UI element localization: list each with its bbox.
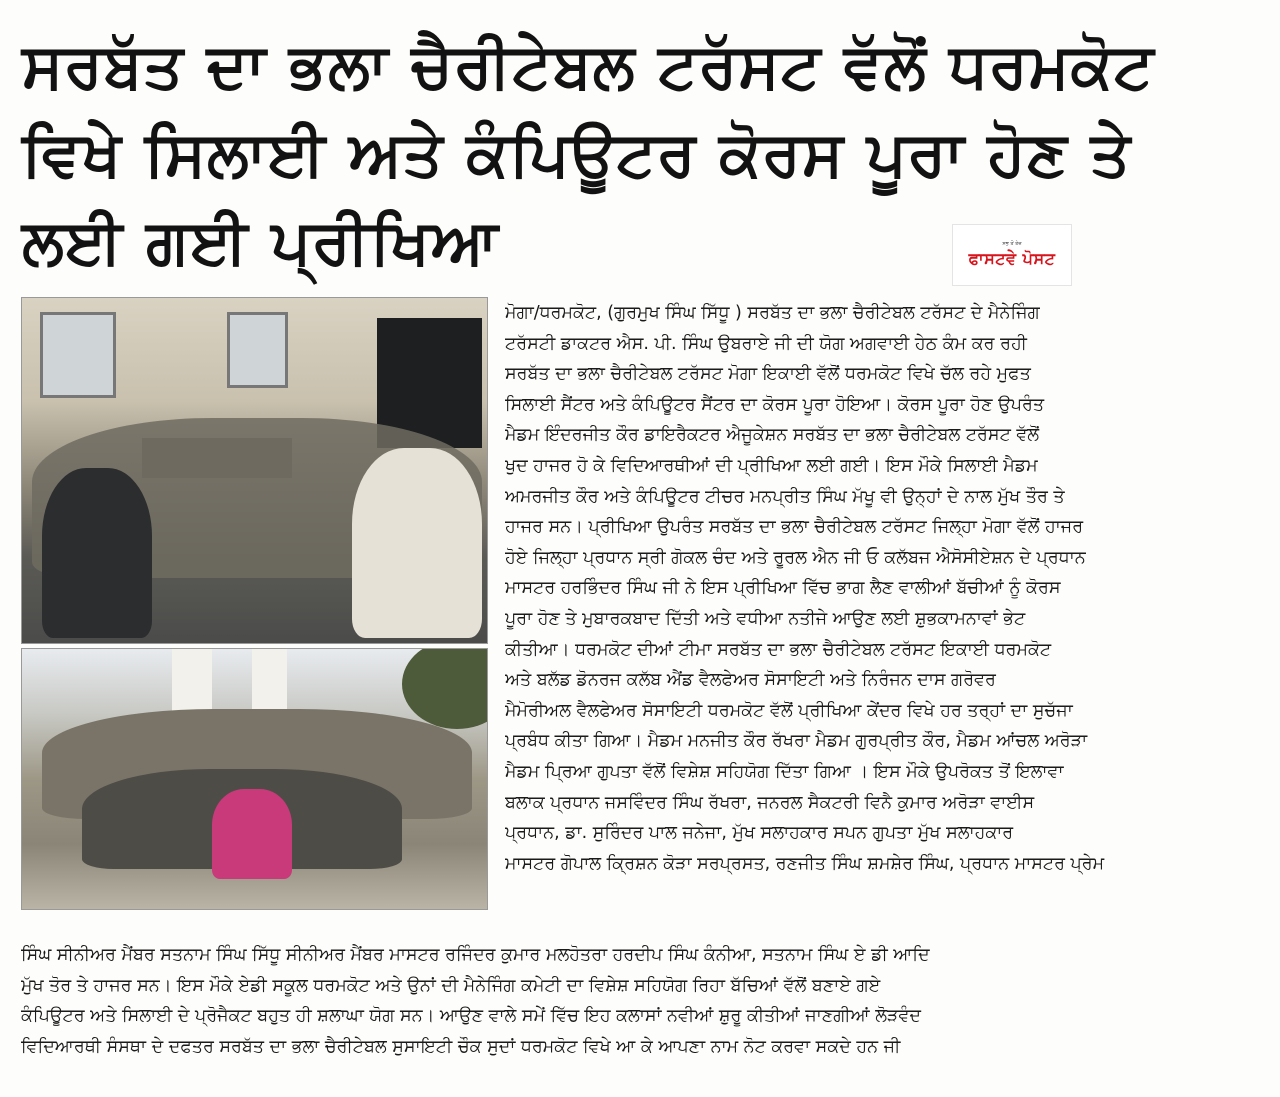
- article-line: ਸਿਲਾਈ ਸੈਂਟਰ ਅਤੇ ਕੰਪਿਊਟਰ ਸੈਂਟਰ ਦਾ ਕੋਰਸ ਪੂਰਾ ਹੋਇਆ। ਕੋਰਸ ਪੂਰਾ ਹੋਣ ਉਪਰੰਤ: [505, 394, 1045, 415]
- article-line: ਹਾਜਰ ਸਨ। ਪ੍ਰੀਖਿਆ ਉਪਰੰਤ ਸਰਬੱਤ ਦਾ ਭਲਾ ਚੈਰੀਟੇਬਲ ਟਰੱਸਟ ਜਿਲ੍ਹਾ ਮੋਗਾ ਵੱਲੋਂ ਹਾਜਰ: [505, 517, 1084, 538]
- article-line: ਖੁਦ ਹਾਜਰ ਹੋ ਕੇ ਵਿਦਿਆਰਥੀਆਂ ਦੀ ਪ੍ਰੀਖਿਆ ਲਈ ਗਈ। ਇਸ ਮੌਕੇ ਸਿਲਾਈ ਮੈਡਮ: [505, 455, 1038, 476]
- article-column: [505, 298, 1275, 879]
- headline-line: ਸਰਬੱਤ ਦਾ ਭਲਾ ਚੈਰੀਟੇਬਲ ਟਰੱਸਟ ਵੱਲੋਂ ਧਰਮਕੋਟ: [22, 29, 1155, 102]
- group-photo-outdoor: [21, 648, 488, 910]
- window-shape: [40, 312, 116, 398]
- article-line: ਮੈਡਮ ਇੰਦਰਜੀਤ ਕੌਰ ਡਾਇਰੈਕਟਰ ਐਜੂਕੇਸ਼ਨ ਸਰਬੱਤ ਦਾ ਭਲਾ ਚੈਰੀਟੇਬਲ ਟਰੱਸਟ ਵੱਲੋਂ: [505, 425, 1040, 446]
- people-shape: [352, 448, 482, 638]
- article-line: ਵਿਦਿਆਰਥੀ ਸੰਸਥਾ ਦੇ ਦਫਤਰ ਸਰਬੱਤ ਦਾ ਭਲਾ ਚੈਰੀਟੇਬਲ ਸੁਸਾਇਟੀ ਚੌਕ ਸੁਦਾਂ ਧਰਮਕੋਟ ਵਿਖੇ ਆ ਕੇ ਆਪਣਾ ਨਾਮ ਨੋਟ ਕਰਵਾ ਸਕਦੇ ਹਨ ਜੀ: [21, 1036, 901, 1057]
- article-full-width: [21, 940, 1271, 1062]
- article-line: ਮੁੱਖ ਤੋਰ ਤੇ ਹਾਜਰ ਸਨ। ਇਸ ਮੌਕੇ ਏਡੀ ਸਕੂਲ ਧਰਮਕੋਟ ਅਤੇ ਉਨਾਂ ਦੀ ਮੈਨੇਜਿੰਗ ਕਮੇਟੀ ਦਾ ਵਿਸ਼ੇਸ਼ ਸਹਿਯੋਗ ਰਿਹਾ ਬੱਚਿਆਂ ਵੱਲੋਂ ਬਣਾਏ ਗਏ: [21, 975, 881, 996]
- people-shape: [212, 789, 292, 879]
- article-line: ਮੈਮੋਰੀਅਲ ਵੈਲਫੇਅਰ ਸੋਸਾਇਟੀ ਧਰਮਕੋਟ ਵੱਲੋਂ ਪ੍ਰੀਖਿਆ ਕੇਂਦਰ ਵਿਖੇ ਹਰ ਤਰ੍ਹਾਂ ਦਾ ਸੁਚੱਜਾ: [505, 700, 1073, 721]
- headline: [22, 22, 1262, 286]
- article-line: ਮੈਡਮ ਪ੍ਰਿਆ ਗੁਪਤਾ ਵੱਲੋਂ ਵਿਸ਼ੇਸ਼ ਸਹਿਯੋਗ ਦਿੱਤਾ ਗਿਆ । ਇਸ ਮੌਕੇ ਉਪਰੋਕਤ ਤੋਂ ਇਲਾਵਾ: [505, 761, 1064, 782]
- logo-tagline: ਸਭ ਤੋਂ ਤੇਜ਼: [1002, 241, 1022, 247]
- article-line: ਮਾਸਟਰ ਗੋਪਾਲ ਕ੍ਰਿਸ਼ਨ ਕੋੜਾ ਸਰਪ੍ਰਸਤ, ਰਣਜੀਤ ਸਿੰਘ ਸ਼ਮਸ਼ੇਰ ਸਿੰਘ, ਪ੍ਰਧਾਨ ਮਾਸਟਰ ਪ੍ਰੇਮ: [505, 853, 1105, 874]
- headline-line: ਵਿਖੇ ਸਿਲਾਈ ਅਤੇ ਕੰਪਿਊਟਰ ਕੋਰਸ ਪੂਰਾ ਹੋਣ ਤੇ: [22, 117, 1132, 190]
- window-shape: [227, 312, 288, 388]
- people-shape: [42, 468, 152, 638]
- article-line: ਪੂਰਾ ਹੋਣ ਤੇ ਮੁਬਾਰਕਬਾਦ ਦਿੱਤੀ ਅਤੇ ਵਧੀਆ ਨਤੀਜੇ ਆਉਣ ਲਈ ਸ਼ੁਭਕਾਮਨਾਵਾਂ ਭੇਟ: [505, 608, 1026, 629]
- article-line: ਸਿੰਘ ਸੀਨੀਅਰ ਮੈਂਬਰ ਸਤਨਾਮ ਸਿੰਘ ਸਿੱਧੂ ਸੀਨੀਅਰ ਮੈਂਬਰ ਮਾਸਟਰ ਰਜਿੰਦਰ ਕੁਮਾਰ ਮਲਹੋਤਰਾ ਹਰਦੀਪ ਸਿੰਘ ਕੰਨੀਆ, ਸਤਨਾਮ ਸਿੰਘ ਏ ਡੀ ਆਦਿ: [21, 945, 930, 965]
- article-line: ਪ੍ਰਧਾਨ, ਡਾ. ਸੁਰਿੰਦਰ ਪਾਲ ਜਨੇਜਾ, ਮੁੱਖ ਸਲਾਹਕਾਰ ਸਪਨ ਗੁਪਤਾ ਮੁੱਖ ਸਲਾਹਕਾਰ: [505, 823, 1014, 844]
- article-line: ਸਰਬੱਤ ਦਾ ਭਲਾ ਚੈਰੀਟੇਬਲ ਟਰੱਸਟ ਮੋਗਾ ਇਕਾਈ ਵੱਲੋਂ ਧਰਮਕੋਟ ਵਿਖੇ ਚੱਲ ਰਹੇ ਮੁਫਤ: [505, 364, 1031, 385]
- article-line: ਕੀਤੀਆ। ਧਰਮਕੋਟ ਦੀਆਂ ਟੀਮਾ ਸਰਬੱਤ ਦਾ ਭਲਾ ਚੈਰੀਟੇਬਲ ਟਰੱਸਟ ਇਕਾਈ ਧਰਮਕੋਟ: [505, 639, 1052, 660]
- article-line: ਮਾਸਟਰ ਹਰਭਿੰਦਰ ਸਿੰਘ ਜੀ ਨੇ ਇਸ ਪ੍ਰੀਖਿਆ ਵਿੱਚ ਭਾਗ ਲੈਣ ਵਾਲੀਆਂ ਬੱਚੀਆਂ ਨੂੰ ਕੋਰਸ: [505, 578, 1061, 599]
- headline-line: ਲਈ ਗਈ ਪ੍ਰੀਖਿਆ: [22, 205, 500, 278]
- tree-shape: [402, 648, 488, 729]
- article-line: ਕੰਪਿਊਟਰ ਅਤੇ ਸਿਲਾਈ ਦੇ ਪ੍ਰੋਜੈਕਟ ਬਹੁਤ ਹੀ ਸ਼ਲਾਘਾ ਯੋਗ ਸਨ। ਆਉਣ ਵਾਲੇ ਸਮੇਂ ਵਿੱਚ ਇਹ ਕਲਾਸਾਂ ਨਵੀਆਂ ਸ਼ੁਰੂ ਕੀਤੀਆਂ ਜਾਣਗੀਆਂ ਲੋੜਵੰਦ: [21, 1006, 921, 1027]
- article-line: ਅਮਰਜੀਤ ਕੌਰ ਅਤੇ ਕੰਪਿਊਟਰ ਟੀਚਰ ਮਨਪ੍ਰੀਤ ਸਿੰਘ ਮੱਖੂ ਵੀ ਉਨ੍ਹਾਂ ਦੇ ਨਾਲ ਮੁੱਖ ਤੌਰ ਤੇ: [505, 486, 1065, 507]
- group-photo-classroom: [21, 297, 488, 644]
- article-line: ਬਲਾਕ ਪ੍ਰਧਾਨ ਜਸਵਿੰਦਰ ਸਿੰਘ ਰੱਖਰਾ, ਜਨਰਲ ਸੈਕਟਰੀ ਵਿਨੈ ਕੁਮਾਰ ਅਰੋੜਾ ਵਾਈਸ: [505, 792, 1035, 813]
- article-line: ਪ੍ਰਬੰਧ ਕੀਤਾ ਗਿਆ। ਮੈਡਮ ਮਨਜੀਤ ਕੌਰ ਰੱਖਰਾ ਮੈਡਮ ਗੁਰਪ੍ਰੀਤ ਕੌਰ, ਮੈਡਮ ਆਂਚਲ ਅਰੋੜਾ: [505, 731, 1088, 752]
- article-line: ਮੋਗਾ/ਧਰਮਕੋਟ, (ਗੁਰਮੁਖ ਸਿੰਘ ਸਿੱਧੂ ) ਸਰਬੱਤ ਦਾ ਭਲਾ ਚੈਰੀਟੇਬਲ ਟਰੱਸਟ ਦੇ ਮੈਨੇਜਿੰਗ: [505, 303, 1040, 323]
- article-line: ਅਤੇ ਬਲੱਡ ਡੋਨਰਜ ਕਲੱਬ ਐਂਡ ਵੈਲਫੇਅਰ ਸੋਸਾਇਟੀ ਅਤੇ ਨਿਰੰਜਨ ਦਾਸ ਗਰੋਵਰ: [505, 670, 996, 691]
- newspaper-logo: [952, 224, 1072, 286]
- logo-name: ਫਾਸਟਵੇ ਪੋਸਟ: [968, 249, 1056, 268]
- article-line: ਟਰੱਸਟੀ ਡਾਕਟਰ ਐਸ. ਪੀ. ਸਿੰਘ ਉਬਰਾਏ ਜੀ ਦੀ ਯੋਗ ਅਗਵਾਈ ਹੇਠ ਕੰਮ ਕਰ ਰਹੀ: [505, 333, 1027, 354]
- article-line: ਹੋਏ ਜਿਲ੍ਹਾ ਪ੍ਰਧਾਨ ਸ੍ਰੀ ਗੋਕਲ ਚੰਦ ਅਤੇ ਰੂਰਲ ਐਨ ਜੀ ਓ ਕਲੱਬਜ ਐਸੋਸੀਏਸ਼ਨ ਦੇ ਪ੍ਰਧਾਨ: [505, 547, 1086, 568]
